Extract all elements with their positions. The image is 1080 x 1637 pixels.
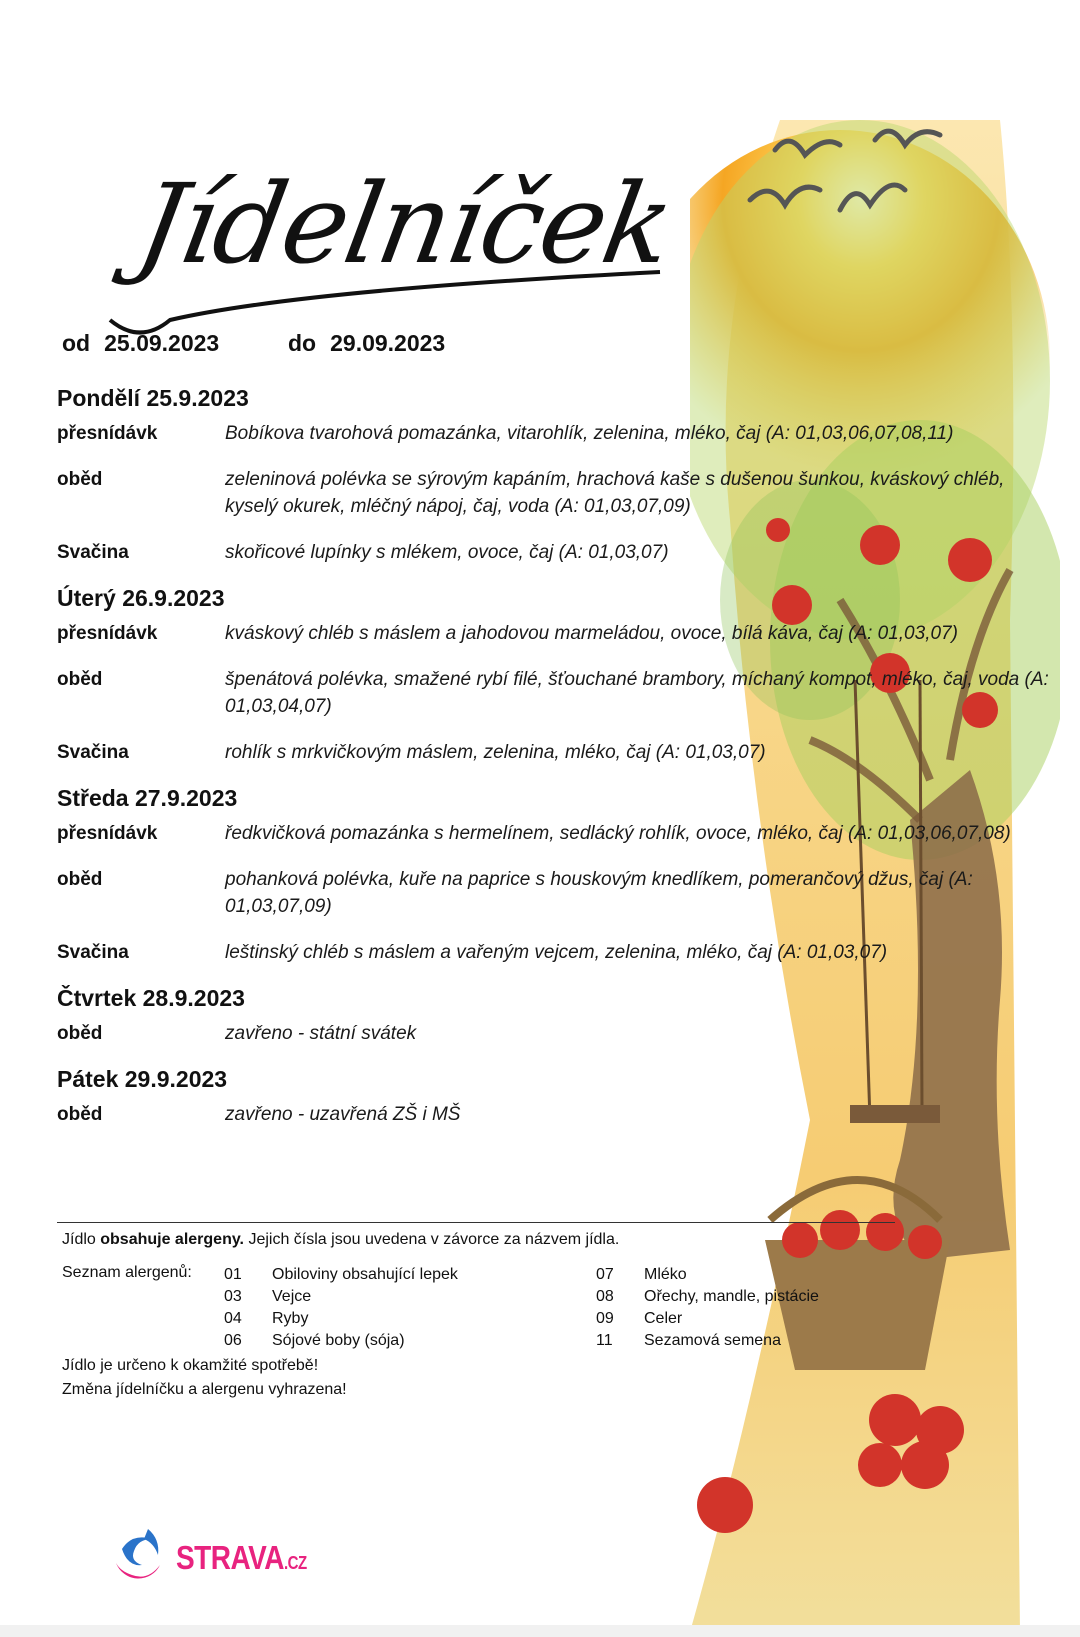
strava-logo[interactable] bbox=[108, 1525, 307, 1591]
meal-label: přesnídávk bbox=[57, 623, 158, 644]
meal-row bbox=[57, 466, 1057, 520]
meal-label: Svačina bbox=[57, 742, 129, 763]
meal-row bbox=[57, 866, 1057, 920]
meal-row bbox=[57, 1101, 1057, 1128]
allergen-item: 04 Ryby bbox=[224, 1310, 309, 1327]
date-to: do 29.09.2023 bbox=[288, 330, 446, 356]
footer-note: Změna jídelníčku a alergenu vyhrazena! bbox=[62, 1381, 347, 1398]
day-title: Pátek 29.9.2023 bbox=[57, 1066, 228, 1092]
meal-label: Svačina bbox=[57, 542, 129, 563]
meal-row bbox=[57, 739, 1057, 766]
meal-label: přesnídávk bbox=[57, 823, 158, 844]
allergen-item: 01 Obiloviny obsahující lepek bbox=[224, 1266, 458, 1283]
day-title: Středa 27.9.2023 bbox=[57, 785, 238, 811]
allergen-item: 08 Ořechy, mandle, pistácie bbox=[596, 1288, 819, 1305]
meal-label: oběd bbox=[57, 469, 103, 490]
meal-row bbox=[57, 1020, 1057, 1047]
day-title: Úterý 26.9.2023 bbox=[57, 585, 225, 611]
meal-description: ředkvičková pomazánka s hermelínem, sedlácký rohlík, ovoce, mléko, čaj (A: 01,03,06,07,08) bbox=[225, 823, 1011, 844]
date-from: od 25.09.2023 bbox=[62, 330, 220, 356]
day-thursday bbox=[57, 985, 1057, 1047]
allergen-item: 03 Vejce bbox=[224, 1288, 312, 1305]
meal-description: Bobíkova tvarohová pomazánka, vitarohlík, zelenina, mléko, čaj (A: 01,03,06,07,08,11) bbox=[225, 423, 954, 444]
meal-row bbox=[57, 539, 1057, 566]
allergen-column bbox=[596, 1264, 819, 1352]
strava-logo-text: STRAVA.CZ bbox=[176, 1538, 307, 1576]
meal-row bbox=[57, 666, 1057, 720]
meal-row bbox=[57, 820, 1057, 847]
meal-label: oběd bbox=[57, 1023, 103, 1044]
allergen-item: 09 Celer bbox=[596, 1310, 683, 1327]
allergen-item: 11 Sezamová semena bbox=[596, 1332, 781, 1349]
page-title: Jídelníček bbox=[128, 160, 681, 288]
meal-description: pohanková polévka, kuře na paprice s houskovým knedlíkem, pomerančový džus, čaj (A: 01,03,07,09) bbox=[225, 869, 973, 917]
allergen-item: 06 Sójové boby (sója) bbox=[224, 1332, 405, 1349]
day-title: Čtvrtek 28.9.2023 bbox=[57, 985, 245, 1011]
meal-label: oběd bbox=[57, 869, 103, 890]
day-monday bbox=[57, 385, 1057, 566]
meal-description: zavřeno - státní svátek bbox=[225, 1023, 417, 1044]
weekly-menu bbox=[57, 385, 1057, 1147]
day-wednesday bbox=[57, 785, 1057, 966]
day-title: Pondělí 25.9.2023 bbox=[57, 385, 249, 411]
meal-description: rohlík s mrkvičkovým máslem, zelenina, mléko, čaj (A: 01,03,07) bbox=[225, 742, 766, 763]
allergen-item: 07 Mléko bbox=[596, 1266, 687, 1283]
day-tuesday bbox=[57, 585, 1057, 766]
divider bbox=[57, 1222, 895, 1223]
meal-description: kváskový chléb s máslem a jahodovou marmeládou, ovoce, bílá káva, čaj (A: 01,03,07) bbox=[225, 623, 958, 644]
meal-description: zeleninová polévka se sýrovým kapáním, hrachová kaše s dušenou šunkou, kváskový chléb, kyselý okurek, mléčný nápoj, čaj, voda (A: 01,03,07,09) bbox=[225, 469, 1005, 517]
meal-description: špenátová polévka, smažené rybí filé, šťouchané brambory, míchaný kompot, mléko, čaj, voda (A: 01,03,04,07) bbox=[225, 669, 1049, 717]
meal-row bbox=[57, 939, 1057, 966]
allergen-column bbox=[224, 1264, 458, 1352]
meal-label: Svačina bbox=[57, 942, 129, 963]
meal-label: oběd bbox=[57, 669, 103, 690]
allergen-list-label: Seznam alergenů: bbox=[62, 1264, 192, 1281]
bottom-band bbox=[0, 1625, 1080, 1637]
meal-description: leštinský chléb s máslem a vařeným vejcem, zelenina, mléko, čaj (A: 01,03,07) bbox=[225, 942, 888, 963]
meal-row bbox=[57, 620, 1057, 647]
meal-description: skořicové lupínky s mlékem, ovoce, čaj (A: 01,03,07) bbox=[225, 542, 669, 563]
allergen-note: Jídlo obsahuje alergeny. Jejich čísla jsou uvedena v závorce za názvem jídla. bbox=[62, 1231, 620, 1248]
meal-row bbox=[57, 420, 1057, 447]
meal-label: přesnídávk bbox=[57, 423, 158, 444]
day-friday bbox=[57, 1066, 1057, 1128]
footer-note: Jídlo je určeno k okamžité spotřebě! bbox=[62, 1357, 319, 1374]
meal-label: oběd bbox=[57, 1104, 103, 1125]
meal-description: zavřeno - uzavřená ZŠ i MŠ bbox=[225, 1104, 461, 1125]
strava-logo-icon bbox=[108, 1525, 168, 1591]
